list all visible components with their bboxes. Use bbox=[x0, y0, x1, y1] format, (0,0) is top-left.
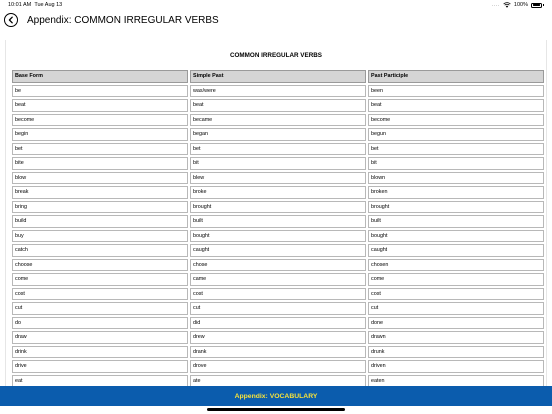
table-cell: bet bbox=[368, 143, 544, 156]
table-cell: bet bbox=[190, 143, 366, 156]
table-cell: drove bbox=[190, 360, 366, 373]
table-cell: come bbox=[12, 273, 188, 286]
table-cell: drank bbox=[190, 346, 366, 359]
table-cell: beat bbox=[190, 99, 366, 112]
table-cell: blown bbox=[368, 172, 544, 185]
table-cell: caught bbox=[368, 244, 544, 257]
table-cell: broke bbox=[190, 186, 366, 199]
table-cell: bet bbox=[12, 143, 188, 156]
column-header: Base Form bbox=[12, 70, 188, 83]
table-row bbox=[12, 172, 544, 185]
table-row bbox=[12, 346, 544, 359]
table-cell: drunk bbox=[368, 346, 544, 359]
table-cell: be bbox=[12, 85, 188, 98]
table-cell: cost bbox=[368, 288, 544, 301]
table-cell: bought bbox=[190, 230, 366, 243]
table-row bbox=[12, 99, 544, 112]
table-cell: beat bbox=[368, 99, 544, 112]
table-row bbox=[12, 85, 544, 98]
table-row bbox=[12, 215, 544, 228]
table-cell: begin bbox=[12, 128, 188, 141]
back-button[interactable] bbox=[4, 13, 18, 27]
table-cell: beat bbox=[12, 99, 188, 112]
battery-icon bbox=[531, 3, 542, 8]
table-cell: began bbox=[190, 128, 366, 141]
table-row bbox=[12, 230, 544, 243]
column-header: Simple Past bbox=[190, 70, 366, 83]
table-cell: became bbox=[190, 114, 366, 127]
table-row bbox=[12, 331, 544, 344]
table-cell: blew bbox=[190, 172, 366, 185]
table-cell: cut bbox=[12, 302, 188, 315]
table-cell: cut bbox=[368, 302, 544, 315]
table-cell: built bbox=[368, 215, 544, 228]
table-cell: caught bbox=[190, 244, 366, 257]
navigation-bar bbox=[0, 10, 552, 36]
status-time bbox=[8, 0, 62, 10]
table-row bbox=[12, 244, 544, 257]
table-body bbox=[12, 85, 544, 387]
table-cell: break bbox=[12, 186, 188, 199]
table-cell: cost bbox=[12, 288, 188, 301]
table-row bbox=[12, 157, 544, 170]
table-header-row bbox=[12, 70, 544, 83]
table-cell: did bbox=[190, 317, 366, 330]
chevron-left-icon bbox=[7, 16, 15, 24]
battery-tip bbox=[543, 4, 544, 6]
page-title: Appendix: COMMON IRREGULAR VERBS bbox=[27, 15, 219, 26]
table-row bbox=[12, 273, 544, 286]
table-cell: bite bbox=[12, 157, 188, 170]
table-cell: do bbox=[12, 317, 188, 330]
wifi-icon bbox=[503, 2, 511, 8]
table-row bbox=[12, 288, 544, 301]
table-row bbox=[12, 143, 544, 156]
table-row bbox=[12, 360, 544, 373]
table-row bbox=[12, 375, 544, 387]
table-cell: cost bbox=[190, 288, 366, 301]
table-row bbox=[12, 186, 544, 199]
table-cell: draw bbox=[12, 331, 188, 344]
table-row bbox=[12, 128, 544, 141]
table-cell: buy bbox=[12, 230, 188, 243]
table-cell: bit bbox=[368, 157, 544, 170]
column-header: Past Participle bbox=[368, 70, 544, 83]
irregular-verbs-table bbox=[10, 68, 546, 386]
table-cell: was/were bbox=[190, 85, 366, 98]
table-cell: drink bbox=[12, 346, 188, 359]
table-cell: blow bbox=[12, 172, 188, 185]
table-cell: drawn bbox=[368, 331, 544, 344]
status-time-value: 10:01 AM bbox=[8, 2, 32, 8]
table-cell: begun bbox=[368, 128, 544, 141]
multitasking-dots: .... bbox=[491, 2, 500, 8]
table-cell: drew bbox=[190, 331, 366, 344]
next-section-bar[interactable] bbox=[0, 386, 552, 406]
content-panel[interactable] bbox=[5, 40, 547, 386]
table-cell: driven bbox=[368, 360, 544, 373]
table-cell: cut bbox=[190, 302, 366, 315]
table-cell: catch bbox=[12, 244, 188, 257]
table-cell: eaten bbox=[368, 375, 544, 387]
table-cell: drive bbox=[12, 360, 188, 373]
table-cell: chose bbox=[190, 259, 366, 272]
status-indicators bbox=[492, 0, 544, 10]
table-cell: bit bbox=[190, 157, 366, 170]
table-row bbox=[12, 201, 544, 214]
table-cell: chosen bbox=[368, 259, 544, 272]
status-date-value: Tue Aug 13 bbox=[34, 2, 63, 8]
table-cell: become bbox=[12, 114, 188, 127]
table-cell: bring bbox=[12, 201, 188, 214]
table-cell: brought bbox=[368, 201, 544, 214]
table-cell: come bbox=[368, 273, 544, 286]
table-row bbox=[12, 259, 544, 272]
table-cell: choose bbox=[12, 259, 188, 272]
table-title: COMMON IRREGULAR VERBS bbox=[229, 52, 322, 59]
table-cell: eat bbox=[12, 375, 188, 387]
table-row bbox=[12, 302, 544, 315]
table-cell: bought bbox=[368, 230, 544, 243]
table-cell: ate bbox=[190, 375, 366, 387]
table-cell: become bbox=[368, 114, 544, 127]
status-bar bbox=[0, 0, 552, 10]
table-cell: broken bbox=[368, 186, 544, 199]
next-section-label: Appendix: VOCABULARY bbox=[234, 392, 318, 400]
table-cell: built bbox=[190, 215, 366, 228]
battery-percent: 100% bbox=[513, 2, 528, 8]
table-cell: been bbox=[368, 85, 544, 98]
table-row bbox=[12, 114, 544, 127]
table-cell: done bbox=[368, 317, 544, 330]
table-cell: brought bbox=[190, 201, 366, 214]
table-cell: came bbox=[190, 273, 366, 286]
home-indicator[interactable] bbox=[207, 408, 345, 411]
table-row bbox=[12, 317, 544, 330]
table-cell: build bbox=[12, 215, 188, 228]
